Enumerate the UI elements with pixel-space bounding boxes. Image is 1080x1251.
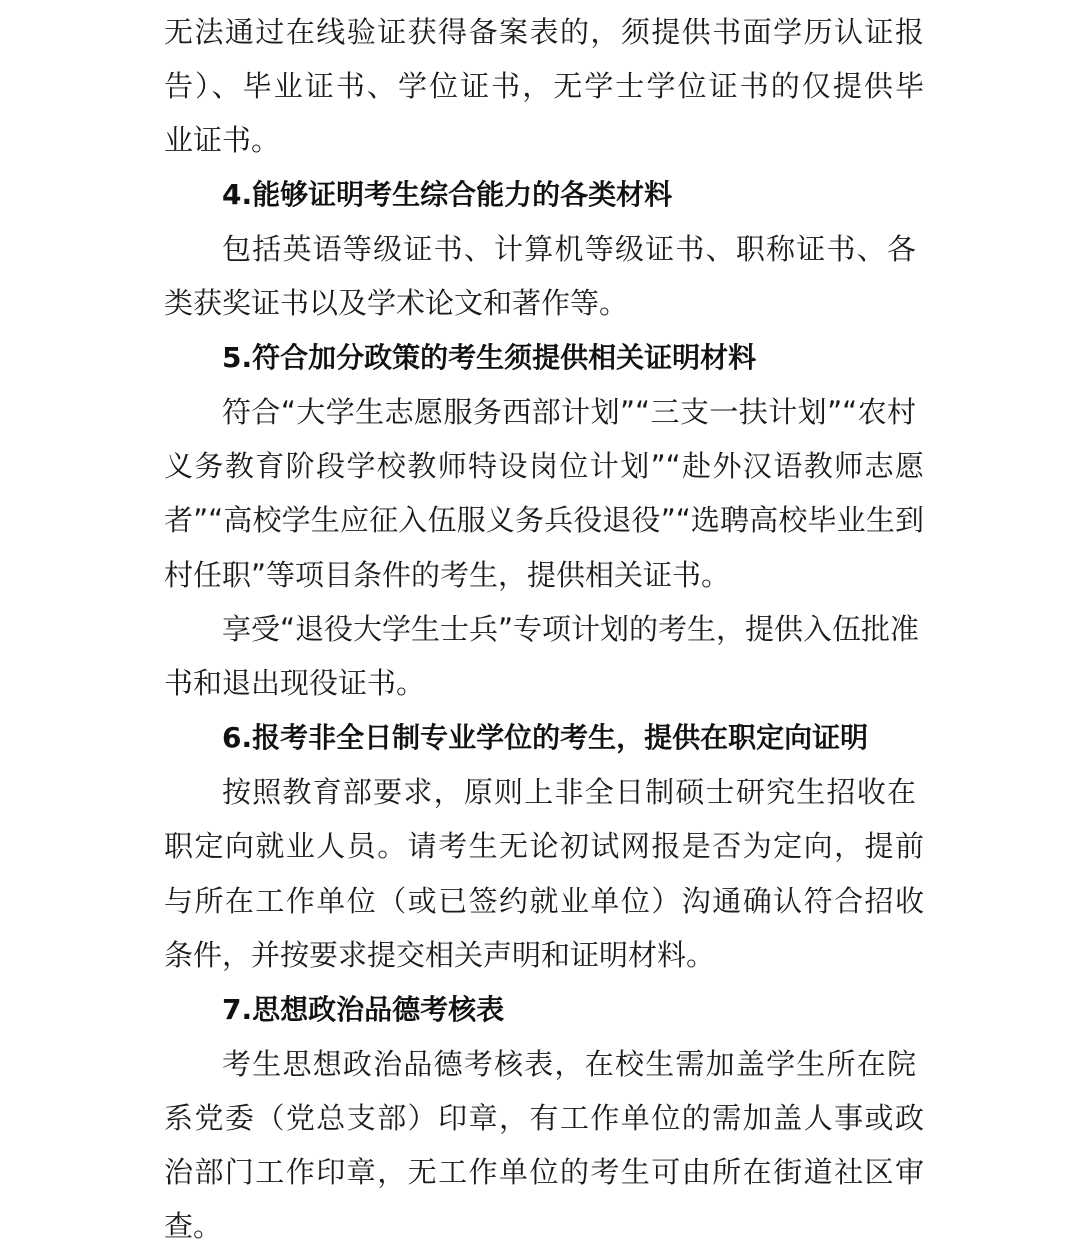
section-heading-4: 4.能够证明考生综合能力的各类材料 bbox=[222, 178, 673, 211]
section-heading-7: 7.思想政治品德考核表 bbox=[222, 993, 505, 1026]
paragraph-line: 按照教育部要求，原则上非全日制硕士研究生招收在 bbox=[222, 775, 916, 809]
paragraph-line: 治部门工作印章，无工作单位的考生可由所在街道社区审 bbox=[164, 1155, 924, 1189]
paragraph-line: 享受“退役大学生士兵”专项计划的考生，提供入伍批准 bbox=[222, 612, 920, 646]
paragraph-line: 系党委（党总支部）印章，有工作单位的需加盖人事或政 bbox=[164, 1101, 924, 1135]
paragraph-line: 类获奖证书以及学术论文和著作等。 bbox=[164, 286, 629, 320]
paragraph-line: 查。 bbox=[164, 1209, 223, 1243]
paragraph-line: 者”“高校学生应征入伍服义务兵役退役”“选聘高校毕业生到 bbox=[164, 503, 924, 537]
paragraph-line: 职定向就业人员。请考生无论初试网报是否为定向，提前 bbox=[164, 829, 924, 863]
paragraph-line: 包括英语等级证书、计算机等级证书、职称证书、各 bbox=[222, 232, 916, 266]
paragraph-line: 与所在工作单位（或已签约就业单位）沟通确认符合招收 bbox=[164, 884, 924, 918]
paragraph-line: 业证书。 bbox=[164, 123, 281, 157]
section-heading-6: 6.报考非全日制专业学位的考生，提供在职定向证明 bbox=[222, 721, 869, 754]
paragraph-line: 村任职”等项目条件的考生，提供相关证书。 bbox=[164, 558, 731, 592]
paragraph-line: 考生思想政治品德考核表，在校生需加盖学生所在院 bbox=[222, 1047, 916, 1081]
section-heading-5: 5.符合加分政策的考生须提供相关证明材料 bbox=[222, 341, 757, 374]
paragraph-line: 书和退出现役证书。 bbox=[164, 666, 426, 700]
paragraph-line: 无法通过在线验证获得备案表的，须提供书面学历认证报 bbox=[164, 15, 924, 49]
paragraph-line: 义务教育阶段学校教师特设岗位计划”“赴外汉语教师志愿 bbox=[164, 449, 924, 483]
paragraph-line: 符合“大学生志愿服务西部计划”“三支一扶计划”“农村 bbox=[222, 395, 916, 429]
paragraph-line: 条件，并按要求提交相关声明和证明材料。 bbox=[164, 938, 716, 972]
paragraph-line: 告）、毕业证书、学位证书，无学士学位证书的仅提供毕 bbox=[164, 69, 924, 103]
